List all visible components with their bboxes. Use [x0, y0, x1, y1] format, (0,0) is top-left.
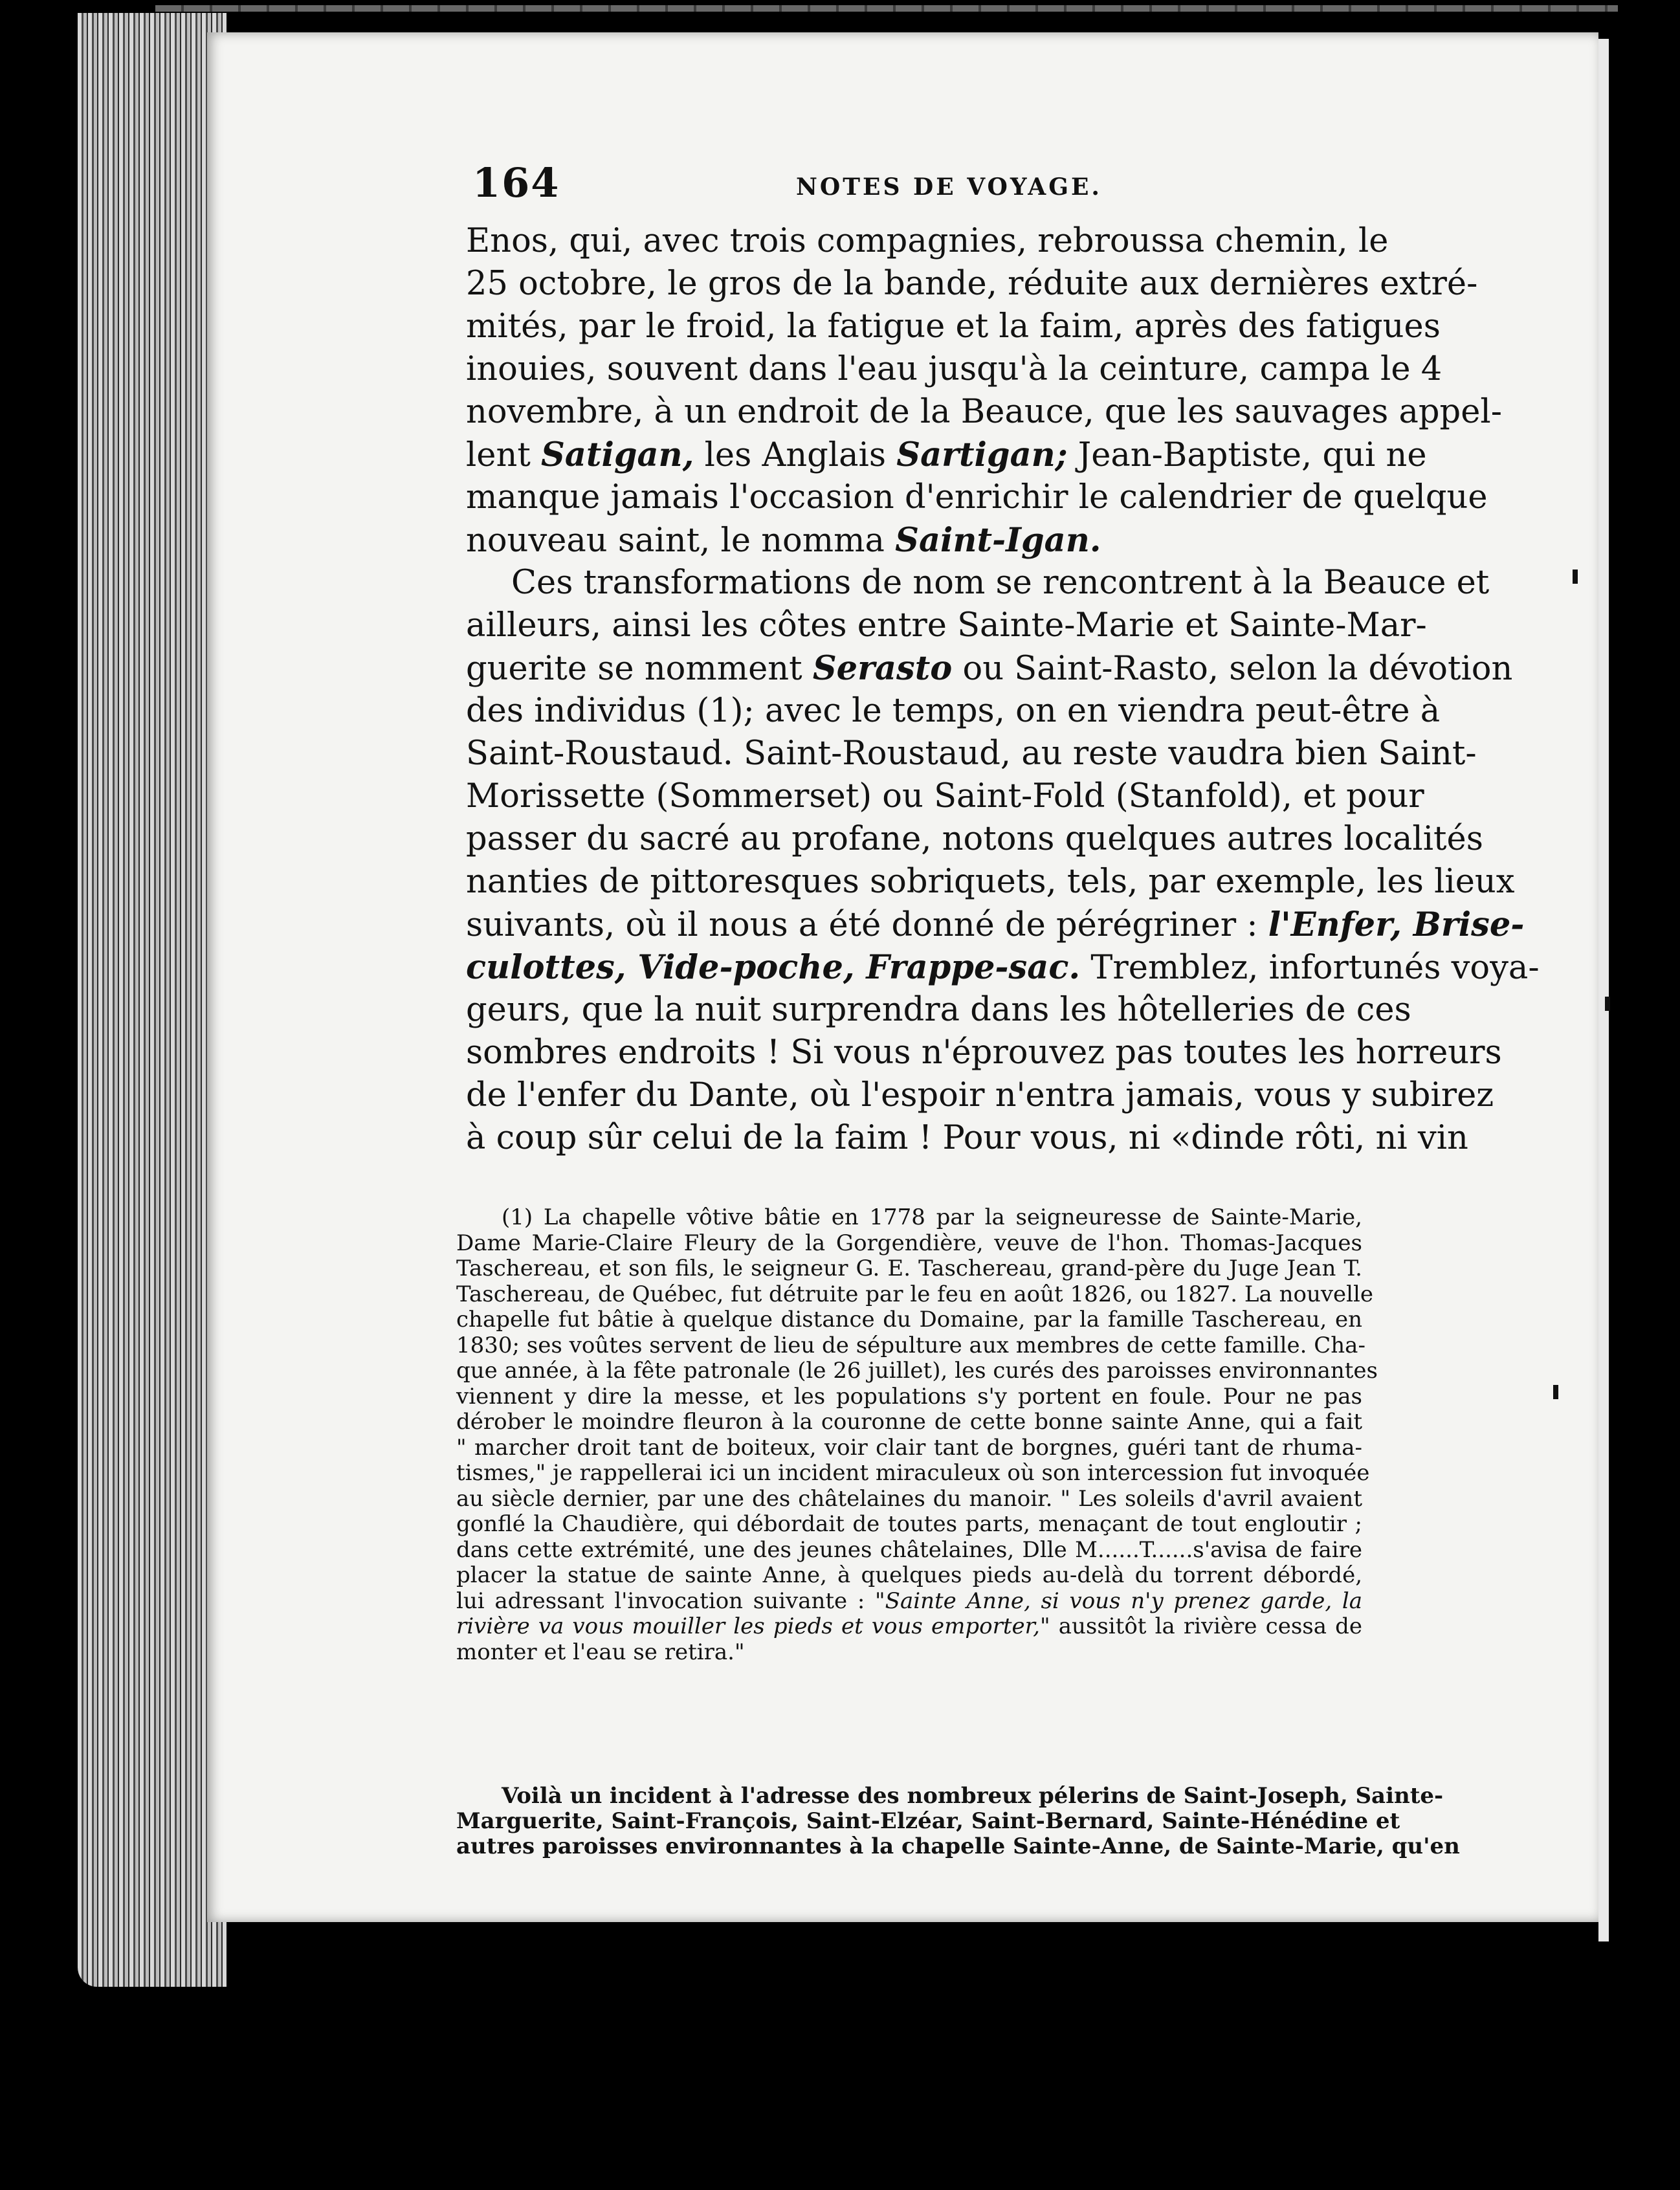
footnote-line: chapelle fut bâtie à quelque distance du Domaine, par la famille Taschereau, en: [456, 1307, 1362, 1333]
text-line: de l'enfer du Dante, où l'espoir n'entra jamais, vous y subirez: [466, 1076, 1494, 1114]
text-line: [466, 647, 1513, 690]
text-run: lui adressant l'invocation suivante :: [456, 1587, 876, 1614]
italic-run: l'Enfer, Brise-: [1268, 905, 1525, 944]
footnote-line: au siècle dernier, par une des châtelaines du manoir. " Les soleils d'avril avaient: [456, 1485, 1362, 1512]
continuation-line: Marguerite, Saint-François, Saint-Elzéar, Saint-Bernard, Sainte-Hénédine et: [456, 1808, 1400, 1834]
footnote-line: que année, à la fête patronale (le 26 juillet), les curés des paroisses environnantes: [456, 1358, 1378, 1384]
footnote-line: tismes," je rappellerai ici un incident miraculeux où son intercession fut invoquée: [456, 1460, 1370, 1486]
italic-run: Serasto: [812, 649, 953, 688]
text-line: Saint-Roustaud. Saint-Roustaud, au reste vaudra bien Saint-: [466, 735, 1477, 773]
text-line: passer du sacré au profane, notons quelques autres localités: [466, 820, 1483, 858]
footnote-line: [456, 1589, 1362, 1615]
text-line: ailleurs, ainsi les côtes entre Sainte-Marie et Sainte-Mar-: [466, 606, 1427, 645]
text-line: sombres endroits ! Si vous n'éprouvez pas toutes les horreurs: [466, 1034, 1502, 1072]
text-line: mités, par le froid, la fatigue et la faim, après des fatigues: [466, 307, 1441, 346]
page-header: [472, 159, 1365, 211]
text-line: Enos, qui, avec trois compagnies, rebroussa chemin, le: [466, 222, 1389, 260]
italic-run: Sartigan;: [896, 436, 1068, 474]
text-run: guerite se nomment: [466, 650, 813, 688]
text-line: [466, 519, 1372, 562]
footnote-line: 1830; ses voûtes servent de lieu de sépulture aux membres de cette famille. Cha-: [456, 1332, 1365, 1358]
book-right-edge: [1598, 39, 1609, 1941]
text-line: Morissette (Sommerset) ou Saint-Fold (Stanfold), et pour: [466, 777, 1424, 815]
footnote-continuation: [456, 1783, 1460, 1859]
text-run: ou Saint-Rasto, selon la dévotion: [952, 650, 1513, 688]
footnote-line: monter et l'eau se retira.": [456, 1639, 745, 1665]
scan-mark: [1553, 1385, 1558, 1399]
running-head: NOTES DE VOYAGE.: [796, 173, 1102, 201]
text-line: Ces transformations de nom se rencontrent à la Beauce et: [511, 564, 1490, 602]
text-run: Tremblez, infortunés voya-: [1080, 949, 1540, 987]
italic-run: Satigan,: [541, 436, 694, 474]
continuation-line: Voilà un incident à l'adresse des nombreux pélerins de Saint-Joseph, Sainte-: [502, 1783, 1444, 1809]
text-line: 25 octobre, le gros de la bande, réduite aux dernières extré-: [466, 265, 1478, 303]
footnote-line: [456, 1614, 1362, 1640]
text-run: suivants, où il nous a été donné de pérégriner :: [466, 906, 1268, 944]
text-run: lent: [466, 436, 542, 474]
book-top-edge: [155, 5, 1618, 12]
italic-run: rivière va vous mouiller les pieds et vous emporter,": [456, 1613, 1050, 1639]
footnote-line: Dame Marie-Claire Fleury de la Gorgendière, veuve de l'hon. Thomas-Jacques: [456, 1230, 1362, 1256]
text-run: Jean-Baptiste, qui ne: [1067, 436, 1427, 474]
text-run: les Anglais: [694, 436, 897, 474]
text-line: à coup sûr celui de la faim ! Pour vous, ni «dinde rôti, ni vin: [466, 1119, 1468, 1157]
footnote-line: Taschereau, de Québec, fut détruite par le feu en août 1826, ou 1827. La nouvelle: [456, 1281, 1374, 1307]
continuation-line: autres paroisses environnantes à la chapelle Sainte-Anne, de Sainte-Marie, qu'en: [456, 1833, 1460, 1859]
text-line: [466, 946, 1540, 989]
text-line: novembre, à un endroit de la Beauce, que les sauvages appel-: [466, 393, 1502, 431]
text-run: nouveau saint, le nomma: [466, 522, 896, 560]
book-page-edges: [78, 13, 227, 1987]
text-line: manque jamais l'occasion d'enrichir le calendrier de quelque: [466, 478, 1488, 516]
footnote-line: placer la statue de sainte Anne, à quelques pieds au-delà du torrent débordé,: [456, 1562, 1362, 1588]
footnote-line: gonflé la Chaudière, qui débordait de toutes parts, menaçant de tout engloutir ;: [456, 1511, 1362, 1537]
scan-mark: [1605, 997, 1610, 1011]
footnote-line: dérober le moindre fleuron à la couronne de cette bonne sainte Anne, qui a fait: [456, 1409, 1362, 1435]
text-run: aussitôt la rivière cessa de: [1050, 1613, 1362, 1639]
footnote-line: " marcher droit tant de boiteux, voir clair tant de borgnes, guéri tant de rhuma-: [456, 1434, 1362, 1461]
text-line: [466, 434, 1427, 476]
main-text-block: [466, 220, 1540, 1160]
italic-run: culottes, Vide-poche, Frappe-sac.: [466, 948, 1081, 987]
footnote-line: dans cette extrémité, une des jeunes châtelaines, Dlle M......T......s'avisa de faire: [456, 1536, 1362, 1563]
text-line: [466, 903, 1525, 946]
italic-run: "Sainte Anne, si vous n'y prenez garde, la: [875, 1587, 1362, 1614]
scan-mark: [1573, 570, 1578, 584]
footnote-line: Taschereau, et son fils, le seigneur G. E. Taschereau, grand-père du Juge Jean T.: [456, 1255, 1362, 1281]
footnote-line: (1) La chapelle vôtive bâtie en 1778 par la seigneuresse de Sainte-Marie,: [502, 1204, 1362, 1230]
text-line: des individus (1); avec le temps, on en viendra peut-être à: [466, 692, 1441, 730]
footnote-line: viennent y dire la messe, et les populations s'y portent en foule. Pour ne pas: [456, 1383, 1362, 1410]
text-line: geurs, que la nuit surprendra dans les hôtelleries de ces: [466, 991, 1411, 1029]
footnote-block: [456, 1204, 1378, 1665]
text-line: inouies, souvent dans l'eau jusqu'à la ceinture, campa le 4: [466, 350, 1442, 388]
italic-run: Saint-Igan.: [895, 521, 1101, 560]
text-line: nanties de pittoresques sobriquets, tels, par exemple, les lieux: [466, 863, 1515, 901]
page-number: 164: [472, 159, 560, 206]
